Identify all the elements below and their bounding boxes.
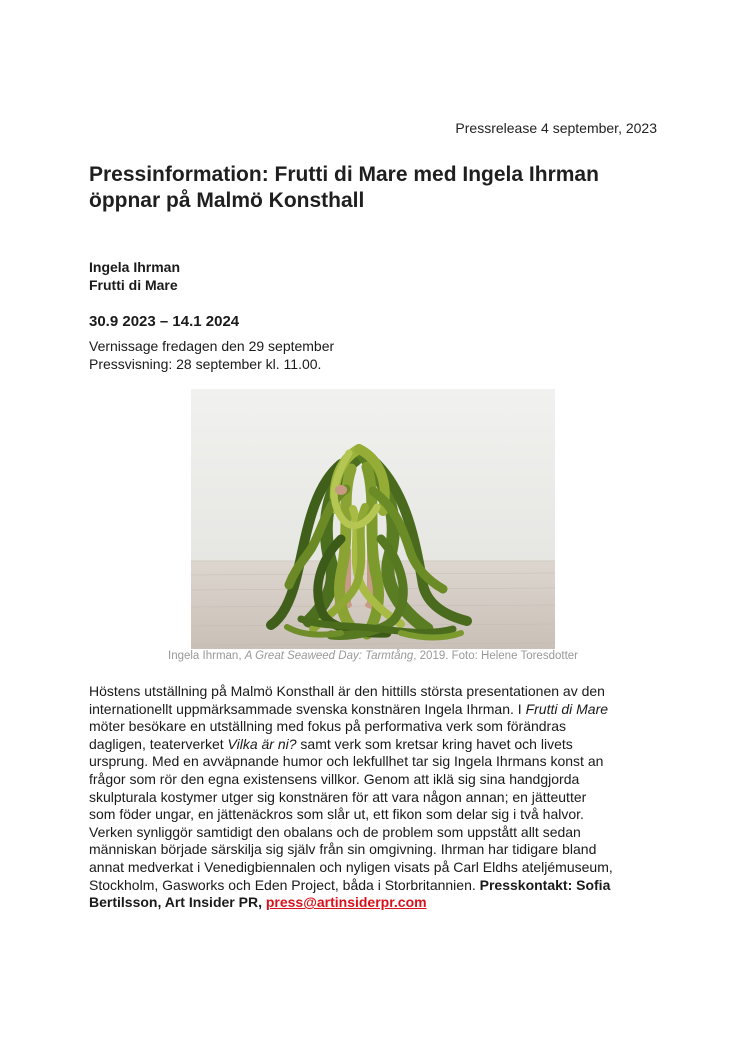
body-line: skulpturala kostymer utger sig konstnären för att vara någon annan; en jätteutter: [89, 788, 587, 805]
body-text: [89, 683, 669, 912]
body-text-segment: dagligen, teaterverket: [89, 735, 228, 752]
title-line-1: Pressinformation: Frutti di Mare med Ingela Ihrman: [89, 163, 599, 186]
seaweed-costume-photo: [191, 389, 555, 649]
exhibition-dates: 30.9 2023 – 14.1 2024: [89, 313, 240, 330]
body-line: Verken synliggör samtidigt den obalans och de problem som uppstått allt sedan: [89, 823, 581, 840]
body-line: [89, 877, 669, 895]
caption-artist: Ingela Ihrman,: [168, 650, 245, 662]
body-line: människan började särskilja sig själv från sin omgivning. Ihrman har tidigare bland: [89, 841, 597, 858]
press-contact-label: Presskontakt: Sofia: [479, 876, 611, 893]
press-email-link[interactable]: press@artinsiderpr.com: [265, 894, 427, 911]
page-title: [89, 162, 679, 214]
seaweed-costume-illustration: [191, 389, 555, 649]
body-italic-title: Frutti di Mare: [525, 700, 609, 717]
body-line: möter besökare en utställning med fokus på performativa verk som förändras: [89, 718, 567, 735]
body-text-segment: Stockholm, Gasworks och Eden Project, båda i Storbritannien.: [89, 876, 480, 893]
body-line: annat medverkat i Venedigbiennalen och nyligen visats på Carl Eldhs ateljémuseum,: [89, 858, 613, 875]
exhibition-name: Frutti di Mare: [89, 277, 178, 293]
body-line: [89, 736, 669, 754]
vernissage-text: Vernissage fredagen den 29 september: [89, 338, 335, 354]
body-line: [89, 894, 669, 912]
caption-work-title: A Great Seaweed Day: Tarmtång: [244, 650, 414, 662]
body-text-segment: internationellt uppmärksammade svenska konstnären Ingela Ihrman. I: [89, 700, 526, 717]
caption-credit: , 2019. Foto: Helene Toresdotter: [413, 650, 578, 662]
press-contact-name: Bertilsson, Art Insider PR,: [89, 894, 266, 911]
body-text-segment: samt verk som kretsar kring havet och livets: [296, 735, 573, 752]
body-line: [89, 701, 669, 719]
artist-block: [89, 258, 180, 294]
press-release-date: Pressrelease 4 september, 2023: [455, 120, 657, 136]
body-line: frågor som rör den egna existensens villkor. Genom att iklä sig sina handgjorda: [89, 770, 580, 787]
body-line: Höstens utställning på Malmö Konsthall är den hittills största presentationen av den: [89, 683, 605, 699]
body-line: ursprung. Med en avväpnande humor och lekfullhet tar sig Ingela Ihrmans konst an: [89, 753, 604, 770]
title-line-2: öppnar på Malmö Konsthall: [89, 189, 365, 212]
schedule-info: [89, 337, 334, 373]
artist-name: Ingela Ihrman: [89, 259, 181, 275]
body-line: som föder ungar, en jättenäckros som slår ut, ett fikon som delar sig i två halvor.: [89, 806, 584, 823]
body-italic-title: Vilka är ni?: [227, 735, 297, 752]
press-viewing-text: Pressvisning: 28 september kl. 11.00.: [89, 356, 322, 372]
photo-caption: [80, 650, 666, 662]
